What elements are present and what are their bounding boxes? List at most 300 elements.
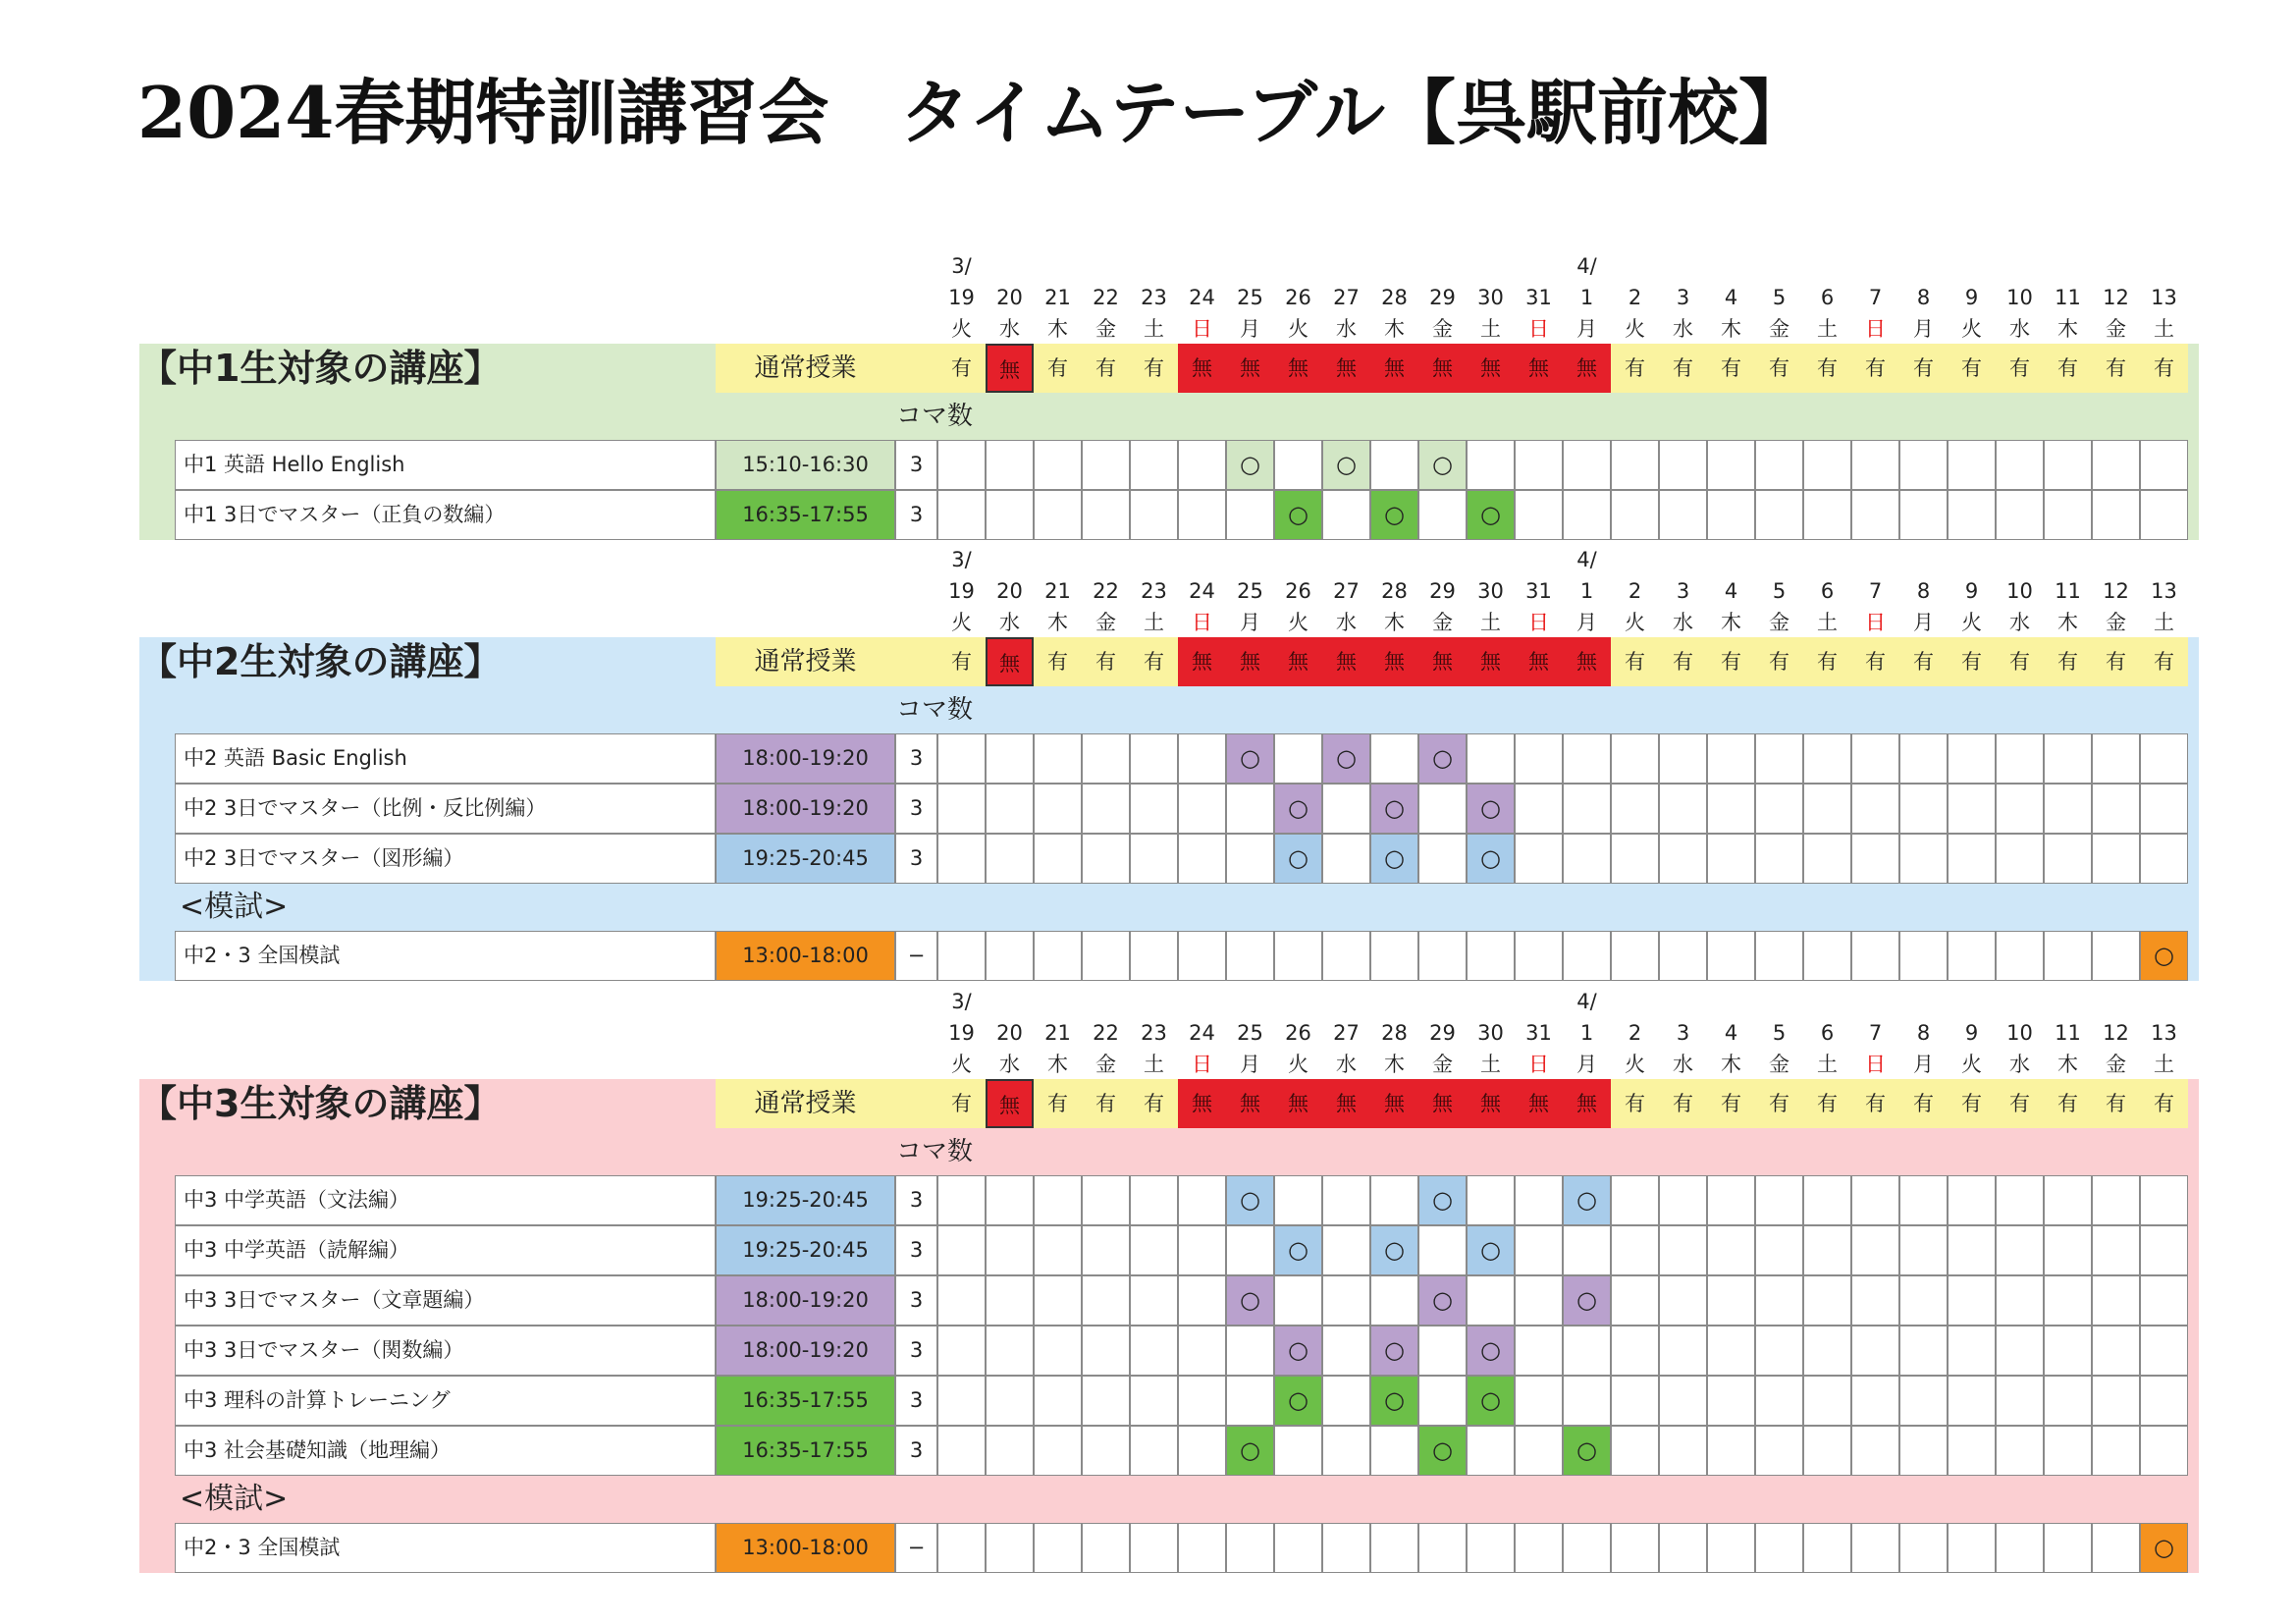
date-weekday: 水	[1336, 611, 1357, 634]
course-koma-count: 3	[895, 733, 937, 784]
date-day: 3	[1676, 1021, 1690, 1045]
course-name: 中3 中学英語（読解編）	[175, 1225, 716, 1275]
schedule-cell	[1515, 834, 1563, 884]
date-weekday: 火	[1961, 611, 1982, 634]
session-mark: ○	[1370, 1376, 1418, 1426]
schedule-cell	[1226, 834, 1274, 884]
date-weekday: 金	[1769, 317, 1789, 341]
session-mark: ○	[1418, 1275, 1467, 1326]
date-day: 23	[1141, 286, 1167, 309]
schedule-cell	[1707, 1426, 1755, 1476]
schedule-cell	[986, 490, 1034, 540]
session-mark: ○	[1226, 1275, 1274, 1326]
schedule-cell	[1996, 490, 2044, 540]
session-mark: ○	[1274, 1376, 1322, 1426]
regular-class-status: 有	[1659, 344, 1707, 393]
regular-class-status: 有	[1755, 637, 1803, 686]
schedule-cell	[1755, 490, 1803, 540]
date-day: 9	[1964, 579, 1979, 603]
schedule-cell	[1178, 834, 1226, 884]
schedule-cell	[2092, 733, 2140, 784]
date-weekday: 水	[2009, 1053, 2030, 1076]
date-weekday: 木	[2057, 1053, 2078, 1076]
schedule-cell	[1803, 1225, 1851, 1275]
date-day: 12	[2103, 579, 2129, 603]
schedule-cell	[1851, 1426, 1899, 1476]
schedule-cell	[2044, 1275, 2092, 1326]
schedule-cell	[1755, 440, 1803, 490]
schedule-cell	[1226, 1523, 1274, 1573]
course-koma-count: 3	[895, 1275, 937, 1326]
schedule-cell	[1563, 490, 1611, 540]
course-koma-count: −	[895, 931, 937, 981]
date-day: 11	[2055, 579, 2081, 603]
schedule-cell	[1803, 1523, 1851, 1573]
schedule-cell	[1803, 784, 1851, 834]
schedule-cell	[1515, 1523, 1563, 1573]
regular-class-status: 有	[1851, 1079, 1899, 1128]
schedule-cell	[1418, 490, 1467, 540]
regular-class-status: 有	[1851, 637, 1899, 686]
date-day: 30	[1477, 286, 1504, 309]
schedule-cell	[1996, 931, 2044, 981]
schedule-cell	[1611, 784, 1659, 834]
schedule-cell	[1611, 490, 1659, 540]
date-weekday: 水	[999, 611, 1020, 634]
date-day: 4	[1724, 1021, 1738, 1045]
schedule-cell	[2092, 1225, 2140, 1275]
date-day: 20	[996, 579, 1023, 603]
schedule-cell	[2092, 1426, 2140, 1476]
schedule-cell	[1611, 733, 1659, 784]
date-day: 4	[1724, 579, 1738, 603]
regular-class-label: 通常授業	[716, 344, 895, 393]
schedule-cell	[1611, 1225, 1659, 1275]
course-row	[175, 834, 2188, 884]
schedule-cell	[1322, 490, 1370, 540]
course-time: 13:00-18:00	[716, 931, 895, 981]
schedule-cell	[1996, 1426, 2044, 1476]
schedule-cell	[1996, 784, 2044, 834]
date-day: 20	[996, 286, 1023, 309]
schedule-cell	[1996, 1275, 2044, 1326]
schedule-cell	[1178, 1225, 1226, 1275]
schedule-cell	[1851, 834, 1899, 884]
regular-class-status: 無	[1226, 344, 1274, 393]
schedule-cell	[1755, 1426, 1803, 1476]
course-name: 中3 中学英語（文法編）	[175, 1175, 716, 1225]
course-row	[175, 1426, 2188, 1476]
schedule-cell	[1996, 1326, 2044, 1376]
session-mark: ○	[1370, 1326, 1418, 1376]
date-weekday: 日	[1192, 317, 1212, 341]
schedule-cell	[986, 1523, 1034, 1573]
date-day: 27	[1333, 1021, 1360, 1045]
date-day: 9	[1964, 1021, 1979, 1045]
schedule-cell	[1322, 1326, 1370, 1376]
regular-class-status: 無	[1274, 344, 1322, 393]
schedule-cell	[1515, 784, 1563, 834]
date-day: 20	[996, 1021, 1023, 1045]
schedule-cell	[937, 490, 986, 540]
schedule-cell	[1034, 784, 1082, 834]
course-koma-count: 3	[895, 1326, 937, 1376]
schedule-cell	[1322, 784, 1370, 834]
date-day: 22	[1093, 286, 1119, 309]
course-time: 15:10-16:30	[716, 440, 895, 490]
date-weekday: 土	[2154, 611, 2174, 634]
regular-class-status: 無	[1515, 637, 1563, 686]
course-row	[175, 1326, 2188, 1376]
schedule-cell	[1803, 1175, 1851, 1225]
schedule-cell	[1755, 1225, 1803, 1275]
regular-class-status: 有	[937, 344, 986, 393]
schedule-cell	[1467, 1175, 1515, 1225]
schedule-cell	[1563, 1376, 1611, 1426]
schedule-cell	[1322, 1376, 1370, 1426]
schedule-cell	[1755, 931, 1803, 981]
date-weekday: 水	[999, 317, 1020, 341]
schedule-cell	[1659, 834, 1707, 884]
schedule-cell	[1659, 784, 1707, 834]
schedule-cell	[1899, 834, 1948, 884]
schedule-cell	[1082, 1326, 1130, 1376]
date-day: 10	[2006, 1021, 2033, 1045]
schedule-cell	[1755, 1175, 1803, 1225]
schedule-cell	[1755, 1523, 1803, 1573]
schedule-cell	[986, 784, 1034, 834]
regular-class-status: 有	[1899, 637, 1948, 686]
date-weekday: 木	[1721, 1053, 1741, 1076]
regular-class-label: 通常授業	[716, 637, 895, 686]
schedule-cell	[1226, 490, 1274, 540]
course-row	[175, 490, 2188, 540]
session-mark: ○	[1322, 440, 1370, 490]
date-weekday: 月	[1576, 317, 1597, 341]
date-weekday: 木	[1384, 317, 1405, 341]
schedule-cell	[2044, 1225, 2092, 1275]
schedule-cell	[1515, 1275, 1563, 1326]
date-weekday: 木	[1384, 611, 1405, 634]
date-weekday: 金	[2106, 1053, 2126, 1076]
course-name: 中3 3日でマスター（文章題編）	[175, 1275, 716, 1326]
course-koma-count: 3	[895, 1426, 937, 1476]
schedule-cell	[1948, 1326, 1996, 1376]
date-day: 30	[1477, 1021, 1504, 1045]
schedule-cell	[1659, 931, 1707, 981]
date-weekday: 金	[2106, 611, 2126, 634]
course-time: 13:00-18:00	[716, 1523, 895, 1573]
schedule-cell	[1178, 440, 1226, 490]
schedule-cell	[1755, 1376, 1803, 1426]
schedule-cell	[1707, 1275, 1755, 1326]
course-name: 中2 3日でマスター（図形編）	[175, 834, 716, 884]
regular-class-status: 有	[1034, 344, 1082, 393]
schedule-cell	[986, 1376, 1034, 1426]
schedule-cell	[1274, 1175, 1322, 1225]
schedule-cell	[1034, 1523, 1082, 1573]
regular-class-status: 有	[1130, 1079, 1178, 1128]
schedule-cell	[1851, 1326, 1899, 1376]
regular-class-label: 通常授業	[716, 1079, 895, 1128]
course-koma-count: 3	[895, 1376, 937, 1426]
schedule-cell	[937, 1376, 986, 1426]
schedule-cell	[1899, 440, 1948, 490]
schedule-cell	[1226, 1376, 1274, 1426]
date-weekday: 日	[1192, 611, 1212, 634]
date-weekday: 土	[1144, 1053, 1164, 1076]
date-weekday: 木	[2057, 611, 2078, 634]
regular-class-status: 無	[986, 344, 1034, 393]
schedule-cell	[1707, 834, 1755, 884]
course-name: 中1 英語 Hello English	[175, 440, 716, 490]
schedule-cell	[1467, 440, 1515, 490]
schedule-cell	[1996, 834, 2044, 884]
schedule-cell	[1659, 1523, 1707, 1573]
course-name: 中3 理科の計算トレーニング	[175, 1376, 716, 1426]
koma-count-label: コマ数	[896, 695, 974, 725]
date-day: 31	[1525, 579, 1552, 603]
date-day: 26	[1285, 1021, 1311, 1045]
schedule-cell	[1563, 834, 1611, 884]
schedule-cell	[986, 834, 1034, 884]
regular-class-status: 有	[1082, 637, 1130, 686]
regular-class-status: 無	[1178, 1079, 1226, 1128]
session-mark: ○	[1274, 490, 1322, 540]
schedule-cell	[1899, 784, 1948, 834]
schedule-cell	[2092, 1326, 2140, 1376]
schedule-cell	[1370, 1523, 1418, 1573]
section-title: 【中1生対象の講座】	[139, 347, 502, 390]
regular-class-status: 有	[1611, 1079, 1659, 1128]
regular-class-status: 無	[1563, 637, 1611, 686]
schedule-cell	[1851, 733, 1899, 784]
schedule-cell	[937, 931, 986, 981]
course-time: 16:35-17:55	[716, 490, 895, 540]
course-koma-count: 3	[895, 784, 937, 834]
schedule-cell	[1274, 1275, 1322, 1326]
date-weekday: 木	[1047, 317, 1068, 341]
regular-class-status: 有	[1803, 1079, 1851, 1128]
date-day: 7	[1868, 1021, 1883, 1045]
date-weekday: 月	[1576, 1053, 1597, 1076]
regular-class-status: 無	[1467, 1079, 1515, 1128]
schedule-cell	[1226, 931, 1274, 981]
schedule-cell	[986, 1275, 1034, 1326]
course-koma-count: 3	[895, 1225, 937, 1275]
schedule-cell	[1082, 1426, 1130, 1476]
schedule-cell	[1899, 931, 1948, 981]
date-weekday: 日	[1865, 317, 1886, 341]
schedule-cell	[937, 1426, 986, 1476]
session-mark: ○	[1274, 784, 1322, 834]
regular-class-status: 有	[2044, 344, 2092, 393]
schedule-cell	[1418, 931, 1467, 981]
schedule-cell	[1659, 733, 1707, 784]
regular-class-status: 有	[1755, 344, 1803, 393]
schedule-cell	[1034, 440, 1082, 490]
schedule-cell	[2140, 834, 2188, 884]
date-weekday: 火	[1288, 611, 1308, 634]
schedule-cell	[1515, 1326, 1563, 1376]
regular-class-status: 無	[1418, 1079, 1467, 1128]
course-name: 中1 3日でマスター（正負の数編）	[175, 490, 716, 540]
schedule-cell	[1130, 1225, 1178, 1275]
regular-class-status: 有	[1611, 344, 1659, 393]
regular-class-status: 無	[1515, 1079, 1563, 1128]
date-day: 23	[1141, 579, 1167, 603]
session-mark: ○	[1467, 834, 1515, 884]
date-day: 25	[1237, 579, 1263, 603]
date-month: 3/	[951, 990, 972, 1013]
regular-class-status: 有	[1659, 1079, 1707, 1128]
date-day: 13	[2151, 286, 2177, 309]
course-time: 16:35-17:55	[716, 1426, 895, 1476]
schedule-cell	[1948, 834, 1996, 884]
schedule-cell	[1611, 834, 1659, 884]
schedule-cell	[1130, 784, 1178, 834]
schedule-cell	[1803, 1275, 1851, 1326]
date-day: 9	[1964, 286, 1979, 309]
date-weekday: 木	[1384, 1053, 1405, 1076]
schedule-cell	[1322, 931, 1370, 981]
schedule-cell	[1082, 1275, 1130, 1326]
date-weekday: 火	[951, 1053, 972, 1076]
regular-class-status: 有	[2140, 344, 2188, 393]
date-day: 22	[1093, 579, 1119, 603]
schedule-cell	[1899, 490, 1948, 540]
regular-class-status: 無	[1322, 637, 1370, 686]
course-time: 18:00-19:20	[716, 1326, 895, 1376]
schedule-cell	[1322, 1426, 1370, 1476]
course-name: 中2・3 全国模試	[175, 931, 716, 981]
date-day: 29	[1429, 286, 1456, 309]
schedule-cell	[1418, 1376, 1467, 1426]
regular-class-status: 有	[2092, 344, 2140, 393]
schedule-cell	[1034, 1426, 1082, 1476]
schedule-cell	[986, 1426, 1034, 1476]
schedule-cell	[1226, 784, 1274, 834]
date-day: 27	[1333, 579, 1360, 603]
date-weekday: 木	[1047, 1053, 1068, 1076]
schedule-cell	[1178, 1275, 1226, 1326]
schedule-cell	[1130, 490, 1178, 540]
schedule-cell	[1996, 440, 2044, 490]
schedule-cell	[937, 733, 986, 784]
date-day: 24	[1189, 1021, 1215, 1045]
date-day: 23	[1141, 1021, 1167, 1045]
date-day: 11	[2055, 286, 2081, 309]
schedule-cell	[1274, 1523, 1322, 1573]
schedule-cell	[1322, 1225, 1370, 1275]
date-weekday: 月	[1576, 611, 1597, 634]
schedule-cell	[1467, 1523, 1515, 1573]
schedule-cell	[1899, 1523, 1948, 1573]
date-weekday: 木	[1047, 611, 1068, 634]
regular-class-status: 無	[1418, 344, 1467, 393]
schedule-cell	[1899, 1426, 1948, 1476]
schedule-cell	[1418, 834, 1467, 884]
schedule-cell	[1996, 1225, 2044, 1275]
schedule-cell	[1130, 733, 1178, 784]
regular-class-status: 有	[2044, 1079, 2092, 1128]
date-weekday: 火	[1625, 1053, 1645, 1076]
schedule-cell	[937, 1225, 986, 1275]
schedule-cell	[2044, 1523, 2092, 1573]
schedule-cell	[1996, 1376, 2044, 1426]
schedule-cell	[1130, 1275, 1178, 1326]
date-weekday: 土	[1480, 611, 1501, 634]
schedule-cell	[986, 931, 1034, 981]
schedule-cell	[937, 1175, 986, 1225]
schedule-cell	[2140, 1275, 2188, 1326]
regular-class-status: 有	[1082, 344, 1130, 393]
date-weekday: 土	[2154, 1053, 2174, 1076]
date-day: 19	[948, 286, 975, 309]
regular-band-spacer	[895, 637, 937, 686]
date-weekday: 月	[1240, 611, 1260, 634]
schedule-cell	[1563, 931, 1611, 981]
schedule-cell	[1226, 1225, 1274, 1275]
date-day: 29	[1429, 579, 1456, 603]
regular-class-status: 無	[1226, 1079, 1274, 1128]
course-row	[175, 1175, 2188, 1225]
date-day: 25	[1237, 286, 1263, 309]
schedule-cell	[1755, 1326, 1803, 1376]
schedule-cell	[1996, 1175, 2044, 1225]
date-day: 3	[1676, 286, 1690, 309]
date-month: 3/	[951, 548, 972, 571]
schedule-cell	[1130, 1426, 1178, 1476]
schedule-cell	[1563, 440, 1611, 490]
session-mark: ○	[1322, 733, 1370, 784]
schedule-cell	[1803, 931, 1851, 981]
date-day: 28	[1381, 579, 1408, 603]
schedule-cell	[1418, 1523, 1467, 1573]
session-mark: ○	[1370, 834, 1418, 884]
regular-class-status: 無	[1370, 344, 1418, 393]
date-weekday: 火	[1625, 611, 1645, 634]
regular-class-status: 有	[1707, 1079, 1755, 1128]
course-koma-count: 3	[895, 834, 937, 884]
date-day: 1	[1579, 1021, 1594, 1045]
schedule-cell	[1851, 1523, 1899, 1573]
schedule-cell	[1611, 1523, 1659, 1573]
schedule-cell	[986, 440, 1034, 490]
regular-band-spacer	[895, 344, 937, 393]
regular-class-status: 有	[1130, 637, 1178, 686]
regular-class-status: 無	[1322, 1079, 1370, 1128]
date-day: 10	[2006, 286, 2033, 309]
date-weekday: 水	[1336, 1053, 1357, 1076]
session-mark: ○	[2140, 1523, 2188, 1573]
schedule-cell	[2044, 1426, 2092, 1476]
schedule-cell	[937, 1326, 986, 1376]
schedule-cell	[2092, 931, 2140, 981]
date-weekday: 土	[1144, 611, 1164, 634]
schedule-cell	[1082, 490, 1130, 540]
date-day: 22	[1093, 1021, 1119, 1045]
schedule-cell	[1707, 1523, 1755, 1573]
date-day: 10	[2006, 579, 2033, 603]
regular-class-status: 無	[1178, 637, 1226, 686]
regular-class-status: 有	[1755, 1079, 1803, 1128]
schedule-cell	[1948, 440, 1996, 490]
schedule-cell	[1178, 1523, 1226, 1573]
schedule-cell	[1322, 1275, 1370, 1326]
schedule-cell	[1515, 733, 1563, 784]
schedule-cell	[1370, 733, 1418, 784]
